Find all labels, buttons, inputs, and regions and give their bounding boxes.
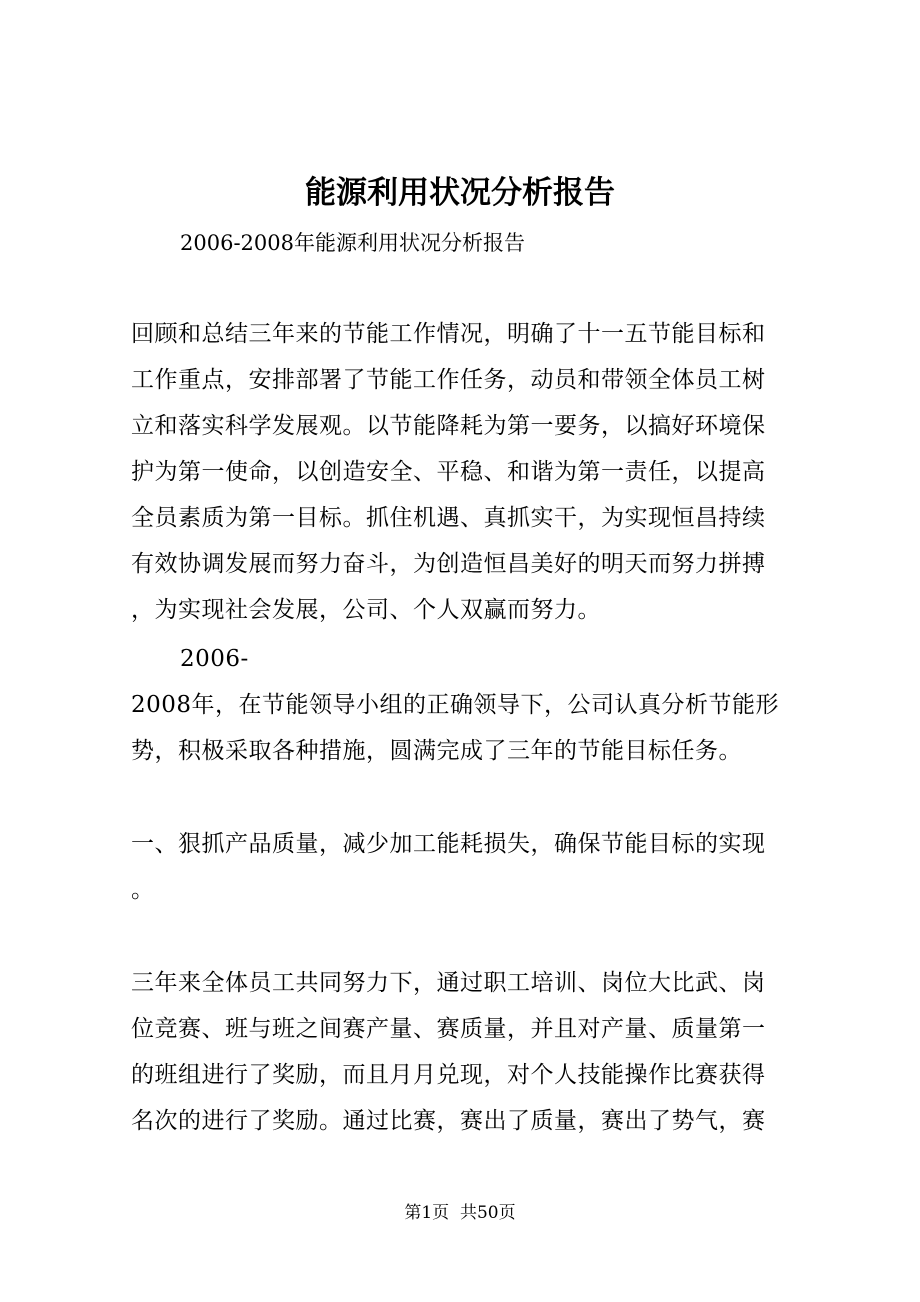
paragraph-1-line: 回顾和总结三年来的节能工作情况，明确了十一五节能目标和	[131, 321, 766, 347]
paragraph-3-line: 名次的进行了奖励。通过比赛，赛出了质量，赛出了势气，赛	[131, 1108, 766, 1134]
document-title: 能源利用状况分析报告	[305, 175, 615, 211]
paragraph-2-line: 势，积极采取各种措施，圆满完成了三年的节能目标任务。	[131, 738, 742, 764]
paragraph-1-line: 全员素质为第一目标。抓住机遇、真抓实干，为实现恒昌持续	[131, 505, 766, 531]
section-heading-line: 。	[131, 877, 155, 903]
page-number-footer: 第1页 共50页	[404, 1203, 516, 1223]
paragraph-1-line: 工作重点，安排部署了节能工作任务，动员和带领全体员工树	[131, 367, 766, 393]
paragraph-2-line: 2008年，在节能领导小组的正确领导下，公司认真分析节能形	[131, 692, 780, 718]
paragraph-3-line: 的班组进行了奖励，而且月月兑现，对个人技能操作比赛获得	[131, 1062, 766, 1088]
paragraph-3-line: 位竞赛、班与班之间赛产量、赛质量，并且对产量、质量第一	[131, 1016, 766, 1042]
paragraph-1-line: ，为实现社会发展，公司、个人双赢而努力。	[131, 597, 601, 623]
paragraph-1-line: 立和落实科学发展观。以节能降耗为第一要务，以搞好环境保	[131, 413, 766, 439]
paragraph-2-indent: 2006-	[180, 646, 249, 672]
paragraph-1-line: 护为第一使命，以创造安全、平稳、和谐为第一责任，以提高	[131, 459, 766, 485]
paragraph-3-line: 三年来全体员工共同努力下，通过职工培训、岗位大比武、岗	[131, 970, 766, 996]
document-subtitle: 2006-2008年能源利用状况分析报告	[180, 231, 525, 255]
section-heading-line: 一、狠抓产品质量，减少加工能耗损失，确保节能目标的实现	[131, 831, 766, 857]
paragraph-1-line: 有效协调发展而努力奋斗，为创造恒昌美好的明天而努力拼搏	[131, 551, 766, 577]
